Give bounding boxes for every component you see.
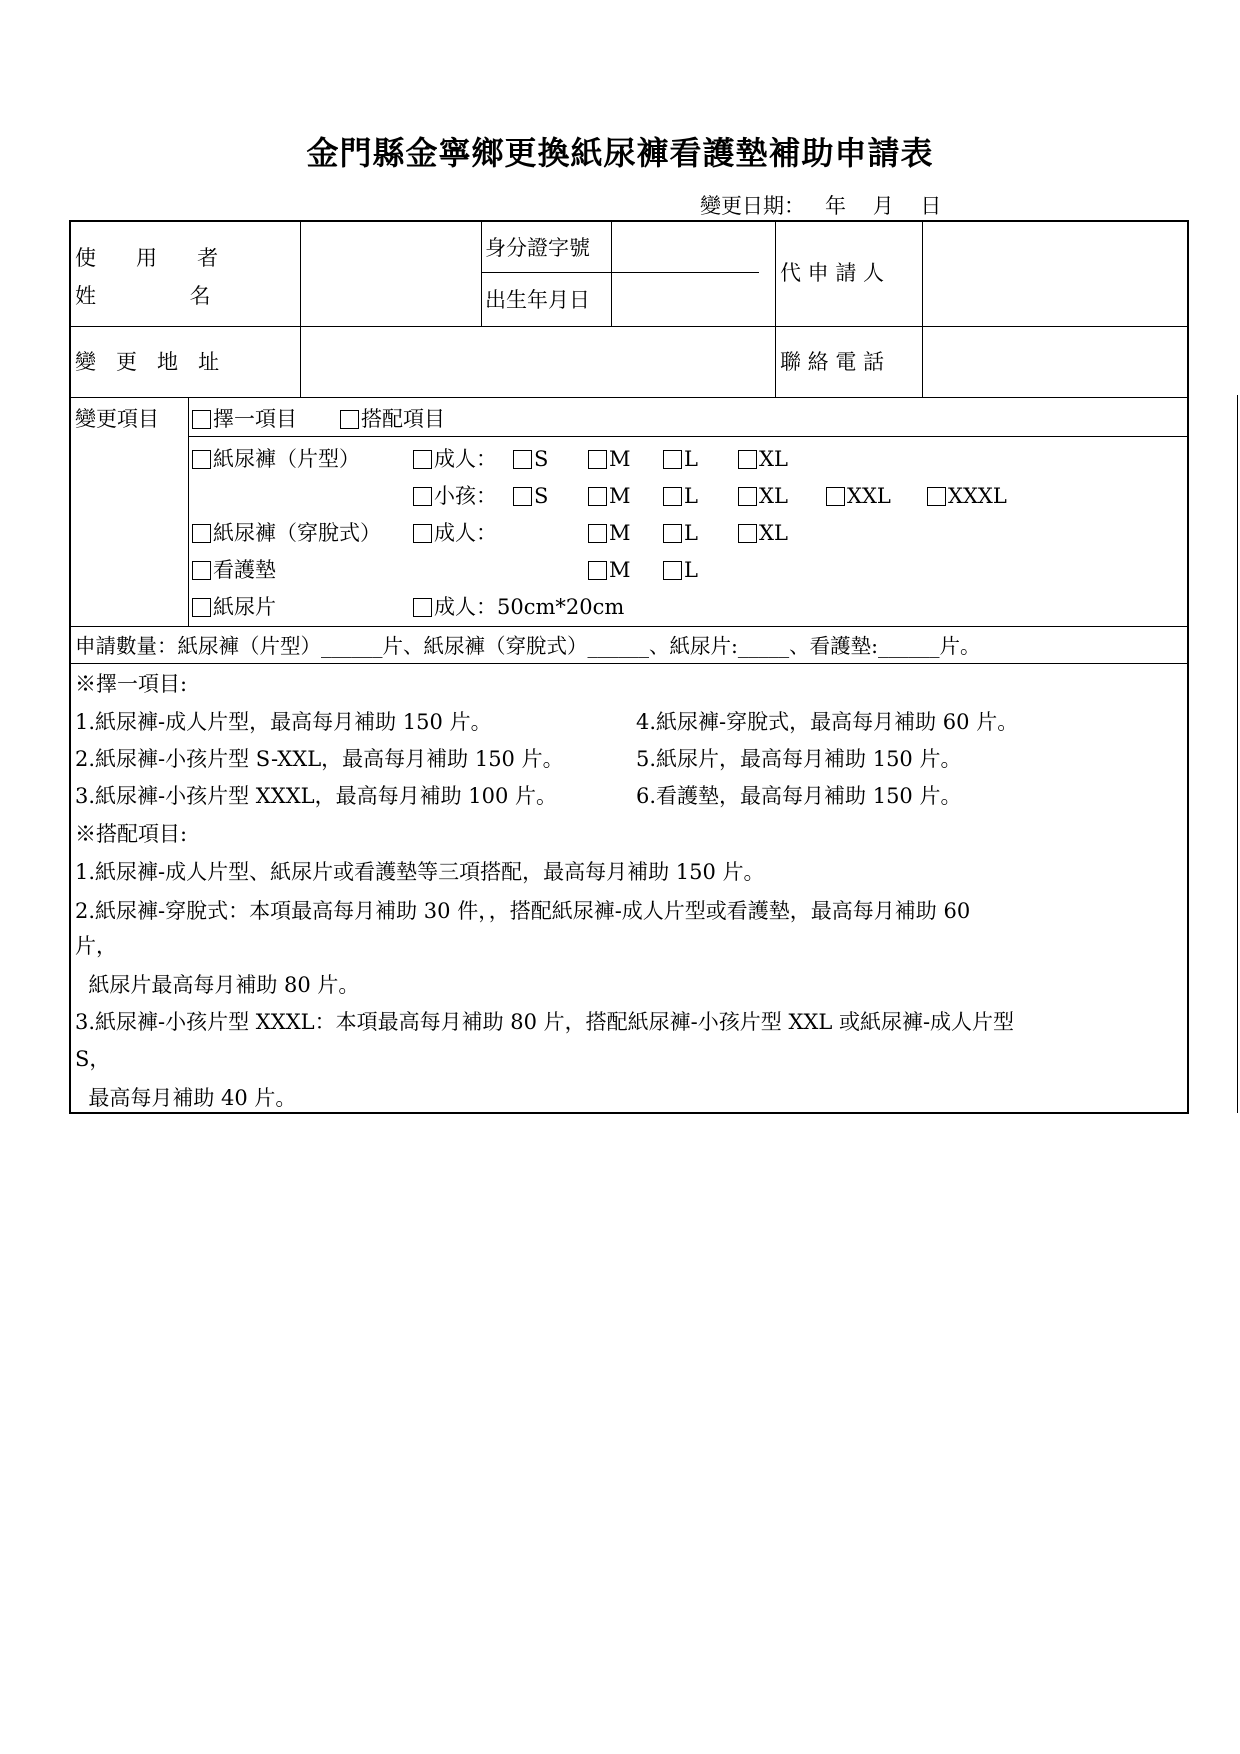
product-checkbox[interactable] xyxy=(192,561,211,580)
product-checkbox[interactable] xyxy=(192,524,211,543)
size-option[interactable] xyxy=(663,523,698,544)
col-divider-id-value xyxy=(611,222,612,326)
size-label: XXXL xyxy=(948,484,1007,508)
combo-heading: ※搭配項目: xyxy=(75,822,188,846)
size-option[interactable] xyxy=(927,486,1007,507)
address-label: 變 更 地 址 xyxy=(75,350,220,374)
combo-note: 3.紙尿褲-小孩片型 XXXL：本項最高每月補助 80 片，搭配紙尿褲-小孩片型 XXL 或紙尿褲-成人片型 xyxy=(75,1010,1015,1034)
product-label: 紙尿片 xyxy=(213,595,276,619)
group-option[interactable] xyxy=(413,449,497,470)
choose-one-note: 6.看護墊，最高每月補助 150 片。 xyxy=(636,784,962,808)
size-label: S xyxy=(534,447,549,471)
address-field[interactable] xyxy=(302,328,773,395)
combo-note: 1.紙尿褲-成人片型、紙尿片或看護墊等三項搭配，最高每月補助 150 片。 xyxy=(75,860,765,884)
size-checkbox[interactable] xyxy=(588,450,607,469)
col-divider-id-label xyxy=(481,222,482,326)
group-label: 成人：50cm*20cm xyxy=(434,595,625,619)
change-items-label: 變更項目 xyxy=(75,407,159,431)
phone-field[interactable] xyxy=(924,328,1186,395)
size-label: S xyxy=(534,484,549,508)
size-option[interactable] xyxy=(513,486,548,507)
choose-one-label: 擇一項目 xyxy=(213,407,297,431)
id-birth-divider xyxy=(481,272,759,273)
size-label: L xyxy=(684,521,698,545)
quantity-line: 申請數量：紙尿褲（片型）______片、紙尿褲（穿脫式）______、紙尿片:_____、看護墊:______片。 xyxy=(75,634,981,658)
size-option[interactable] xyxy=(588,523,631,544)
size-checkbox[interactable] xyxy=(663,450,682,469)
choose-one-note: 2.紙尿褲-小孩片型 S-XXL，最高每月補助 150 片。 xyxy=(75,747,564,771)
page-edge-line xyxy=(1237,395,1238,1113)
product-checkbox[interactable] xyxy=(192,598,211,617)
size-checkbox[interactable] xyxy=(588,487,607,506)
choose-one-checkbox[interactable] xyxy=(192,410,211,429)
user-label-bottom: 姓 名 xyxy=(75,284,211,308)
choose-one-note: 4.紙尿褲-穿脫式，最高每月補助 60 片。 xyxy=(636,710,1019,734)
user-name-field[interactable] xyxy=(302,224,478,324)
size-label: XL xyxy=(759,521,788,545)
combo-note: S， xyxy=(75,1047,111,1071)
size-label: L xyxy=(684,484,698,508)
size-label: M xyxy=(609,484,631,508)
size-option[interactable] xyxy=(738,449,788,470)
size-option[interactable] xyxy=(588,486,631,507)
combo-label: 搭配項目 xyxy=(361,407,445,431)
group-option[interactable] xyxy=(413,486,497,507)
product-row[interactable] xyxy=(192,597,276,618)
agent-label: 代 申 請 人 xyxy=(780,261,885,285)
group-label: 小孩： xyxy=(434,484,497,508)
size-label: L xyxy=(684,558,698,582)
size-checkbox[interactable] xyxy=(927,487,946,506)
size-option[interactable] xyxy=(738,523,788,544)
form-title: 金門縣金寧鄉更換紙尿褲看護墊補助申請表 xyxy=(306,134,934,172)
group-option[interactable] xyxy=(413,523,497,544)
size-option[interactable] xyxy=(738,486,788,507)
group-checkbox[interactable] xyxy=(413,487,432,506)
group-checkbox[interactable] xyxy=(413,450,432,469)
size-option[interactable] xyxy=(588,449,631,470)
size-checkbox[interactable] xyxy=(663,561,682,580)
size-label: M xyxy=(609,521,631,545)
product-label: 看護墊 xyxy=(213,558,276,582)
birth-date-field[interactable] xyxy=(613,274,773,324)
size-option[interactable] xyxy=(663,449,698,470)
application-form xyxy=(69,220,1189,1114)
row-divider-1 xyxy=(71,326,1187,327)
combo-note: 2.紙尿褲-穿脫式：本項最高每月補助 30 件，，搭配紙尿褲-成人片型或看護墊，最高每月補助 60 xyxy=(75,899,971,923)
size-checkbox[interactable] xyxy=(588,524,607,543)
combo-note: 紙尿片最高每月補助 80 片。 xyxy=(75,973,360,997)
group-checkbox[interactable] xyxy=(413,524,432,543)
size-checkbox[interactable] xyxy=(513,487,532,506)
choose-one-heading: ※擇一項目: xyxy=(75,672,188,696)
product-label: 紙尿褲（穿脫式） xyxy=(213,521,381,545)
agent-field[interactable] xyxy=(924,224,1186,324)
row-divider-4 xyxy=(71,626,1187,627)
size-checkbox[interactable] xyxy=(738,524,757,543)
combo-note: 最高每月補助 40 片。 xyxy=(75,1086,297,1110)
choose-one-note: 3.紙尿褲-小孩片型 XXXL，最高每月補助 100 片。 xyxy=(75,784,558,808)
size-label: M xyxy=(609,558,631,582)
combo-option[interactable] xyxy=(340,409,445,430)
col-divider-change-items xyxy=(188,397,189,626)
birth-date-label: 出生年月日 xyxy=(485,288,590,312)
size-checkbox[interactable] xyxy=(826,487,845,506)
combo-note: 片， xyxy=(75,934,117,958)
size-checkbox[interactable] xyxy=(663,487,682,506)
change-date-line: 變更日期： 年 月 日 xyxy=(700,194,942,218)
choose-one-note: 5.紙尿片，最高每月補助 150 片。 xyxy=(636,747,962,771)
group-label: 成人： xyxy=(434,521,497,545)
product-row[interactable] xyxy=(192,560,276,581)
user-label-top: 使 用 者 xyxy=(75,246,219,270)
size-label: XL xyxy=(759,484,788,508)
row-divider-2 xyxy=(71,397,1187,398)
product-row[interactable] xyxy=(192,449,360,470)
product-row[interactable] xyxy=(192,523,381,544)
group-checkbox[interactable] xyxy=(413,598,432,617)
row-divider-3 xyxy=(188,436,1187,437)
size-checkbox[interactable] xyxy=(738,450,757,469)
col-divider-label xyxy=(300,222,301,397)
size-option[interactable] xyxy=(663,486,698,507)
group-option[interactable] xyxy=(413,597,624,618)
combo-checkbox[interactable] xyxy=(340,410,359,429)
choose-one-option[interactable] xyxy=(192,409,297,430)
id-number-label: 身分證字號 xyxy=(485,236,590,260)
size-option[interactable] xyxy=(663,560,698,581)
size-checkbox[interactable] xyxy=(663,524,682,543)
size-option[interactable] xyxy=(513,449,548,470)
col-divider-agent-value xyxy=(922,222,923,397)
size-label: XXL xyxy=(847,484,891,508)
row-divider-5 xyxy=(71,663,1187,664)
size-label: L xyxy=(684,447,698,471)
size-option[interactable] xyxy=(826,486,891,507)
product-label: 紙尿褲（片型） xyxy=(213,447,360,471)
choose-one-note: 1.紙尿褲-成人片型，最高每月補助 150 片。 xyxy=(75,710,492,734)
size-checkbox[interactable] xyxy=(588,561,607,580)
group-label: 成人： xyxy=(434,447,497,471)
col-divider-agent xyxy=(775,222,776,397)
id-number-field[interactable] xyxy=(613,224,773,270)
phone-label: 聯 絡 電 話 xyxy=(780,350,885,374)
size-label: M xyxy=(609,447,631,471)
size-checkbox[interactable] xyxy=(738,487,757,506)
size-checkbox[interactable] xyxy=(513,450,532,469)
size-option[interactable] xyxy=(588,560,631,581)
product-checkbox[interactable] xyxy=(192,450,211,469)
size-label: XL xyxy=(759,447,788,471)
